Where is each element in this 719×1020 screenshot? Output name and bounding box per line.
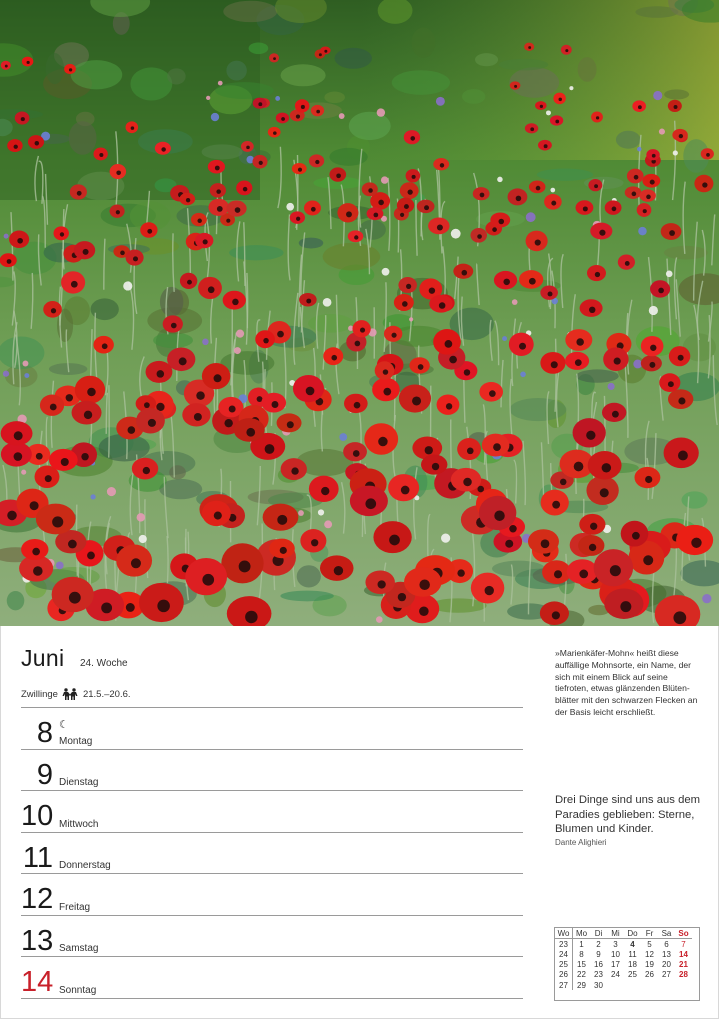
minical-header: Wo xyxy=(555,928,573,939)
day-name-thursday: Donnerstag xyxy=(59,860,111,871)
minical-day: 1 xyxy=(579,939,584,949)
minical-day xyxy=(641,980,658,990)
minical-day: 9 xyxy=(596,949,601,959)
day-name-saturday: Samstag xyxy=(59,943,99,954)
minical-week-number: 23 xyxy=(555,939,573,950)
minical-day: 30 xyxy=(594,980,603,990)
minical-week-row xyxy=(555,960,692,970)
minical-day: 27 xyxy=(662,970,671,980)
minical-day: 6 xyxy=(664,939,669,949)
day-divider xyxy=(21,707,523,708)
month-title: Juni xyxy=(21,645,65,671)
minical-week-number: 25 xyxy=(555,960,573,970)
quote-author: Dante Alighieri xyxy=(555,838,607,847)
minical-day: 29 xyxy=(577,980,586,990)
minical-header: Di xyxy=(590,928,607,939)
day-number-13: 13 xyxy=(21,925,54,957)
day-divider xyxy=(21,790,523,791)
minical-header: Mo xyxy=(573,928,591,939)
day-divider xyxy=(21,832,523,833)
minical-week-number: 24 xyxy=(555,949,573,959)
gemini-icon xyxy=(61,688,80,700)
day-number-8: 8 xyxy=(36,717,53,749)
day-name-tuesday: Dienstag xyxy=(59,777,99,788)
day-name-wednesday: Mittwoch xyxy=(59,819,99,830)
day-divider xyxy=(21,956,523,957)
minical-day: 15 xyxy=(577,960,586,970)
minical-day: 2 xyxy=(596,939,601,949)
day-name-sunday: Sonntag xyxy=(59,985,97,996)
day-divider xyxy=(21,749,523,750)
minical-day: 10 xyxy=(611,949,620,959)
day-divider xyxy=(21,915,523,916)
minical-day: 20 xyxy=(662,960,671,970)
day-number-9: 9 xyxy=(36,759,53,791)
day-number-14: 14 xyxy=(21,966,54,998)
crescent-moon-icon: ☾ xyxy=(59,719,69,731)
day-divider xyxy=(21,873,523,874)
minical-week-row xyxy=(555,970,692,980)
minical-day: 22 xyxy=(577,970,586,980)
photo-caption: »Marienkäfer-Mohn« heißt diese auffällige Mohnsorte, ein Name, der sich mit einem Blick auf seine tiefroten, etwas glänzenden Blüten-blätter mit den schwarzen Flecken an der Basis leicht erschließt. xyxy=(555,648,698,717)
minical-day: 23 xyxy=(594,970,603,980)
minical-day-sunday: 21 xyxy=(679,960,688,970)
minical-day: 13 xyxy=(662,949,671,959)
minical-header: Sa xyxy=(658,928,675,939)
minical-week-row xyxy=(555,980,692,990)
zodiac-info xyxy=(21,688,131,700)
day-number-12: 12 xyxy=(21,883,54,915)
minical-day xyxy=(607,980,624,990)
day-divider xyxy=(21,998,523,999)
minical-day: 11 xyxy=(628,949,637,959)
minical-day: 3 xyxy=(613,939,618,949)
minical-day-sunday: 7 xyxy=(681,939,686,949)
minical-day: 24 xyxy=(611,970,620,980)
minical-day: 25 xyxy=(628,970,637,980)
minical-header: Fr xyxy=(641,928,658,939)
minical-day: 12 xyxy=(645,949,654,959)
zodiac-range: 21.5.–20.6. xyxy=(82,688,131,700)
minical-day xyxy=(624,980,641,990)
minical-day-sunday: 14 xyxy=(679,949,688,959)
day-name-monday: Montag xyxy=(59,736,93,747)
minical-header-sunday: So xyxy=(675,928,692,939)
zodiac-name: Zwillinge xyxy=(21,688,58,700)
minical-day: 26 xyxy=(645,970,654,980)
minical-header: Mi xyxy=(607,928,624,939)
minical-day: 16 xyxy=(594,960,603,970)
mini-calendar xyxy=(555,928,692,990)
day-name-friday: Freitag xyxy=(59,902,91,913)
minical-day: 4 xyxy=(630,939,635,949)
minical-day: 19 xyxy=(645,960,654,970)
minical-day-sunday: 28 xyxy=(679,970,688,980)
day-number-10: 10 xyxy=(21,800,54,832)
minical-day: 8 xyxy=(579,949,584,959)
minical-day: 18 xyxy=(628,960,637,970)
minical-week-row xyxy=(555,949,692,959)
minical-day: 5 xyxy=(647,939,652,949)
day-number-11: 11 xyxy=(22,842,53,874)
minical-day: 17 xyxy=(611,960,620,970)
week-number: 24. Woche xyxy=(80,658,128,669)
minical-header: Do xyxy=(624,928,641,939)
minical-day-sunday xyxy=(675,980,692,990)
minical-week-row xyxy=(555,939,692,950)
minical-day xyxy=(658,980,675,990)
minical-week-number: 27 xyxy=(555,980,573,990)
quote-text: Drei Dinge sind uns aus dem Paradies geblieben: Sterne, Blumen und Kinder. xyxy=(555,794,701,836)
minical-week-number: 26 xyxy=(555,970,573,980)
